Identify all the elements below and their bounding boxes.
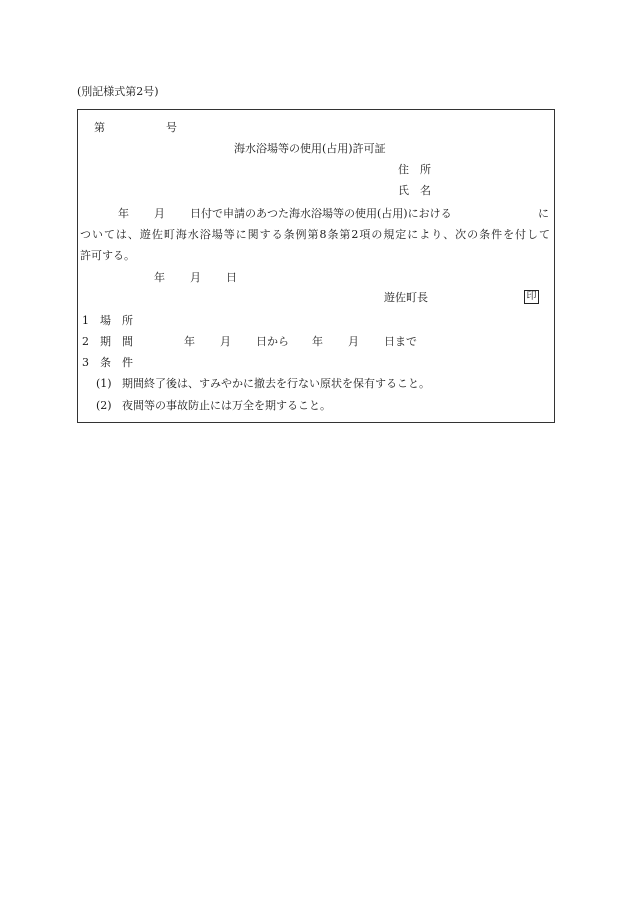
conditions-label: 条 件 [100, 356, 133, 369]
address-label: 住 所 [398, 163, 431, 176]
issuer-title: 遊佐町長 [384, 291, 428, 304]
issue-year: 年 [154, 271, 165, 284]
period-label: 期 間 [100, 335, 133, 348]
document-title: 海水浴場等の使用(占用)許可証 [234, 142, 386, 155]
condition-1-number: (1) [96, 377, 112, 390]
condition-2-number: (2) [96, 399, 112, 412]
seal-mark: 印 [524, 290, 539, 304]
application-year: 年 [118, 207, 129, 220]
place-label: 場 所 [100, 314, 133, 327]
application-text: 日付で申請のあつた海水浴場等の使用(占用)における [190, 207, 452, 220]
period-from-month: 月 [220, 335, 231, 348]
issue-month: 月 [190, 271, 201, 284]
place-number: 1 [82, 314, 89, 327]
period-to-month: 月 [348, 335, 359, 348]
application-month: 月 [154, 207, 165, 220]
conditions-number: 3 [82, 356, 89, 369]
period-number: 2 [82, 335, 89, 348]
form-label: (別記様式第2号) [77, 85, 159, 98]
body-line-2: ついては、遊佐町海水浴場等に関する条例第8条第2項の規定により、次の条件を付して [80, 228, 550, 241]
body-line-3: 許可する。 [80, 249, 135, 262]
number-prefix: 第 [94, 121, 105, 134]
condition-2-text: 夜間等の事故防止には万全を期すること。 [122, 399, 331, 412]
period-from-day: 日から [256, 335, 289, 348]
condition-1-text: 期間終了後は、すみやかに撤去を行ない原状を保有すること。 [122, 377, 430, 390]
period-to-year: 年 [312, 335, 323, 348]
number-suffix: 号 [166, 121, 177, 134]
application-end: に [538, 207, 549, 220]
name-label: 氏 名 [398, 184, 431, 197]
period-from-year: 年 [184, 335, 195, 348]
permit-frame [77, 109, 555, 423]
issue-day: 日 [226, 271, 237, 284]
period-to-day: 日まで [384, 335, 417, 348]
